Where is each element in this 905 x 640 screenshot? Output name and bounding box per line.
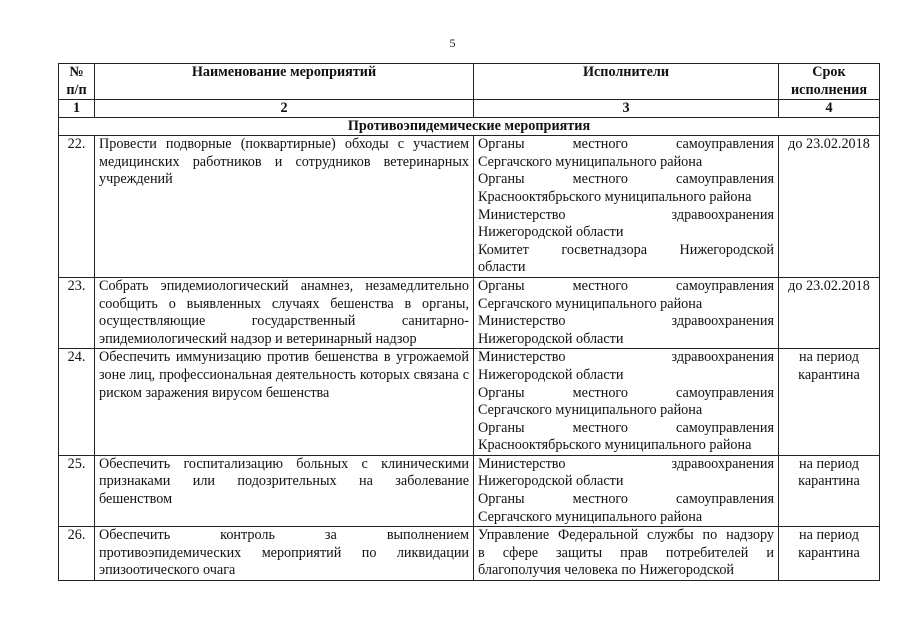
executor-line: Краснооктябрьского муниципального района [478, 437, 752, 454]
deadline-text: на период карантина [779, 349, 880, 456]
column-number: 2 [95, 100, 474, 118]
action-text: Собрать эпидемиологический анамнез, незамедлительно сообщить о выявленных случаях бешенства в органы, осуществляющие государственный санитарно-эпидемиологический надзор и ветеринарный надзор [95, 277, 474, 348]
action-text: Провести подворные (поквартирные) обходы с участием медицинских работников и сотрудников ветеринарных учреждений [95, 136, 474, 278]
action-text: Обеспечить контроль за выполнением противоэпидемических мероприятий по ликвидации эпизоотического очага [95, 527, 474, 581]
header-deadline: Срок исполнения [779, 64, 880, 100]
table-row [59, 349, 880, 456]
executor-line: Органы местного самоуправления [478, 491, 774, 508]
action-text: Обеспечить госпитализацию больных с клиническими признаками или подозрительных на заболевание бешенством [95, 455, 474, 526]
executor-line: Органы местного самоуправления [478, 136, 774, 153]
deadline-text: до 23.02.2018 [779, 136, 880, 278]
table-row [59, 277, 880, 348]
executor-line: Министерство здравоохранения [478, 349, 774, 366]
executor-line: Краснооктябрьского муниципального района [478, 188, 752, 205]
executor-line: Управление Федеральной службы по надзору [478, 527, 774, 544]
executor-line: Сергачского муниципального района [478, 153, 703, 170]
row-number: 26. [59, 527, 95, 581]
column-number: 1 [59, 100, 95, 118]
executor-line: Органы местного самоуправления [478, 419, 774, 436]
section-title: Противоэпидемические мероприятия [59, 118, 880, 136]
column-number: 4 [779, 100, 880, 118]
executors-cell [474, 136, 779, 278]
header-executors: Исполнители [474, 64, 779, 100]
executor-line: Нижегородской области [478, 366, 624, 383]
table-row [59, 527, 880, 581]
page-number: 5 [449, 36, 456, 50]
executor-line: Сергачского муниципального района [478, 508, 703, 525]
header-number: № п/п [59, 64, 95, 100]
executors-cell [474, 277, 779, 348]
executor-line: в сфере защиты прав потребителей и [478, 544, 774, 561]
executor-line: Министерство здравоохранения [478, 455, 774, 472]
executor-line: Органы местного самоуправления [478, 277, 774, 294]
row-number: 25. [59, 455, 95, 526]
section-row [59, 118, 880, 136]
column-number-row [59, 100, 880, 118]
executor-line: Органы местного самоуправления [478, 171, 774, 188]
executor-line: Нижегородской области [478, 330, 624, 347]
executor-line: Министерство здравоохранения [478, 313, 774, 330]
row-number: 22. [59, 136, 95, 278]
executor-line: Сергачского муниципального района [478, 295, 703, 312]
header-action: Наименование мероприятий [95, 64, 474, 100]
executors-cell [474, 527, 779, 581]
executor-line: Сергачского муниципального района [478, 402, 703, 419]
action-text: Обеспечить иммунизацию против бешенства в угрожаемой зоне лиц, профессиональная деятельность которых связана с риском заражения вирусом бешенства [95, 349, 474, 456]
executor-line: благополучия человека по Нижегородской [478, 562, 735, 579]
table-header-row [59, 64, 880, 100]
executor-line: Нижегородской области [478, 224, 624, 241]
executor-line: Нижегородской области [478, 473, 624, 490]
table-row [59, 455, 880, 526]
measures-table [58, 63, 880, 581]
executor-line: Комитет госветнадзора Нижегородской [478, 241, 774, 258]
deadline-text: на период карантина [779, 455, 880, 526]
row-number: 23. [59, 277, 95, 348]
deadline-text: до 23.02.2018 [779, 277, 880, 348]
row-number: 24. [59, 349, 95, 456]
column-number: 3 [474, 100, 779, 118]
executors-cell [474, 455, 779, 526]
executor-line: Органы местного самоуправления [478, 384, 774, 401]
executor-line: области [478, 259, 526, 276]
executor-line: Министерство здравоохранения [478, 206, 774, 223]
table-row [59, 136, 880, 278]
deadline-text: на период карантина [779, 527, 880, 581]
executors-cell [474, 349, 779, 456]
